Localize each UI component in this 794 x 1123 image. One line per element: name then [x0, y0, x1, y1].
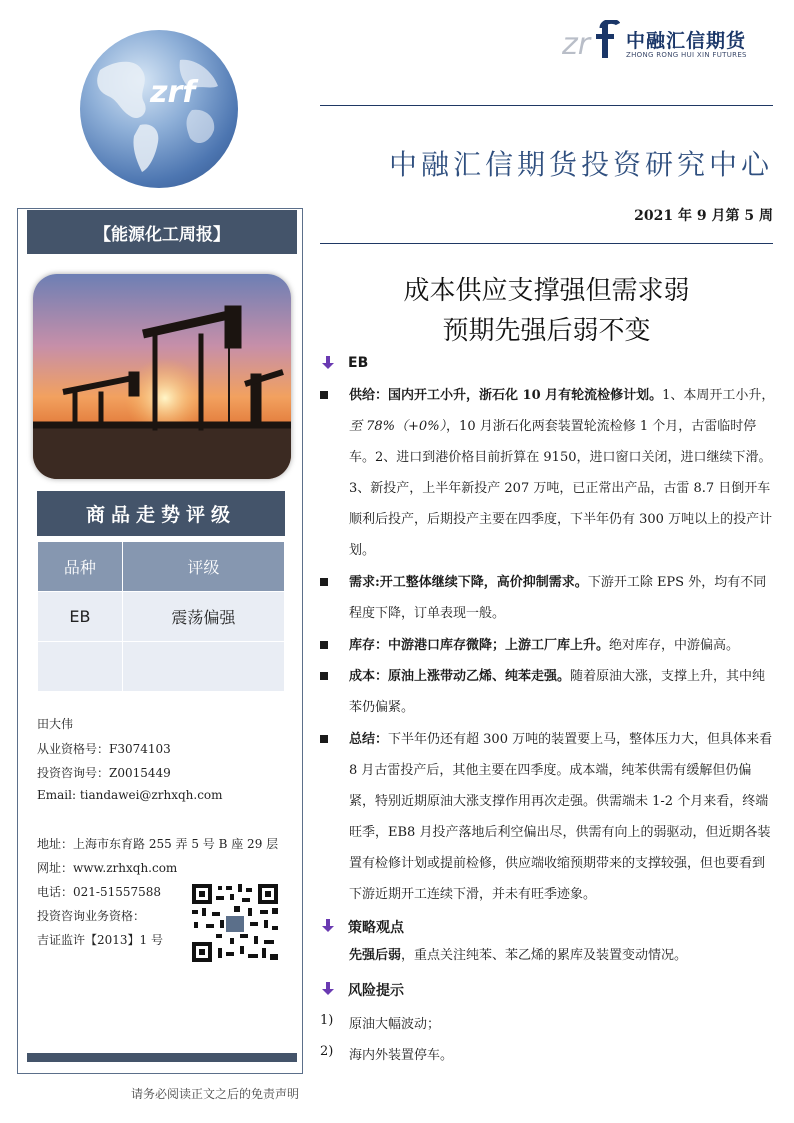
headline-line-1: 成本供应支撑强但需求弱 [403, 276, 690, 306]
list-item [320, 1013, 441, 1032]
date-divider [320, 243, 773, 244]
strategy-lead: 先强后弱 [349, 948, 402, 963]
company-website[interactable]: 网址：www.zrhxqh.com [37, 861, 178, 875]
bullet-icon [320, 672, 328, 680]
risk-text: 海内外装置停车。 [349, 1048, 454, 1063]
rating-table [37, 541, 285, 692]
disclaimer-note: 请务必阅读正文之后的免责声明 [130, 1087, 299, 1101]
inventory-paragraph [320, 630, 775, 661]
table-row [38, 592, 285, 642]
rating-table-title: 商品走势评级 [37, 491, 285, 536]
globe-logo-text: zrf [150, 75, 196, 110]
cost-paragraph [320, 661, 775, 723]
section-arrow-icon [320, 355, 336, 371]
supply-text-2: ，10 月浙石化两套装置轮流检修 1 个月，古雷临时停车。2、进口到港价格目前折算在 9150，进口窗口关闭，进口继续下滑。3、新投产，上半年新投产 207 万吨，已正常出产品，古雷 8.7 日倒开车顺利后投产，后期投产主要在四季度，下半年仍有 300 万吨以上的投产计划。 [349, 419, 773, 558]
bullet-icon [320, 391, 328, 399]
summary-text: 下半年仍还有超 300 万吨的装置要上马，整体压力大，但具体来看 8 月古雷投产后，其他主要在四季度。成本端，纯苯供需有缓解但仍偏紧，特别近期原油大涨支撑作用再次走强。供需端未 1-2 个月来看，终端旺季，EB8 月投产落地后利空偏出尽，供需有向上的弱驱动，但近期各装置有检修计划或提前检修，供应端收缩预期带来的支撑较强，但也要看到下游近期开工连续下滑，并未有旺季迹象。 [349, 732, 773, 902]
summary-lead: 总结： [349, 732, 389, 747]
summary-paragraph [320, 724, 775, 910]
supply-lead: 供给：国内开工小升，浙石化 10 月有轮流检修计划。 [349, 388, 663, 403]
analyst-email[interactable]: Email: tiandawei@zrhxqh.com [37, 788, 223, 802]
risk-number: 1) [320, 1013, 334, 1028]
svg-text:zr: zr [562, 27, 591, 60]
table-row [38, 642, 285, 692]
rating-cell-product: EB [38, 592, 123, 642]
brand-logo-icon [562, 20, 620, 60]
cost-lead: 成本：原油上涨带动乙烯、纯苯走强。 [349, 669, 571, 684]
section-title-eb: EB [348, 355, 369, 371]
strategy-text: ，重点关注纯苯、苯乙烯的累库及装置变动情况。 [401, 948, 688, 963]
supply-paragraph [320, 380, 775, 566]
oil-pump-sunset-photo [33, 274, 291, 479]
bullet-icon [320, 735, 328, 743]
demand-text: 下游开工除 EPS 外，均有不同程度下降，订单表现一般。 [349, 575, 767, 621]
company-license-value: 吉证监许【2013】1 号 [37, 933, 163, 947]
rating-header-rating: 评级 [122, 542, 284, 592]
bullet-icon [320, 578, 328, 586]
section-title-risk: 风险提示 [348, 983, 404, 999]
company-address: 地址：上海市东育路 255 弄 5 号 B 座 29 层 [37, 837, 279, 851]
supply-italic: 至 78%（+0%） [349, 419, 447, 434]
rating-header-product: 品种 [38, 542, 123, 592]
inventory-lead: 库存：中游港口库存微降；上游工厂库上升。 [349, 638, 610, 653]
demand-lead: 需求:开工整体继续下降，高价抑制需求。 [349, 575, 588, 590]
rating-cell-rating: 震荡偏强 [122, 592, 284, 642]
brand-name-en: ZHONG RONG HUI XIN FUTURES [626, 51, 747, 59]
report-type-banner: 【能源化工周报】 [27, 210, 297, 254]
company-license-label: 投资咨询业务资格： [37, 909, 146, 923]
list-item [320, 1044, 454, 1063]
strategy-paragraph [349, 940, 775, 971]
analyst-name: 田大伟 [37, 717, 74, 731]
supply-text-1: 1、本周开工小升， [662, 388, 775, 403]
risk-text: 原油大幅波动； [349, 1017, 441, 1032]
section-arrow-icon [320, 981, 336, 997]
header-divider [320, 105, 773, 106]
brand-name-cn: 中融汇信期货 [626, 30, 747, 52]
rating-cell-rating [122, 642, 284, 692]
report-date: 2021 年 9 月第 5 周 [634, 208, 773, 224]
rating-cell-product [38, 642, 123, 692]
qr-code-icon [190, 882, 280, 964]
risk-number: 2) [320, 1044, 334, 1059]
research-center-title: 中融汇信期货投资研究中心 [388, 148, 773, 181]
sidebar-bottom-bar [27, 1053, 297, 1062]
headline-line-2: 预期先强后弱不变 [442, 316, 651, 346]
company-phone: 电话：021-51557588 [37, 885, 162, 899]
analyst-consult-no: 投资咨询号：Z0015449 [37, 766, 171, 780]
bullet-icon [320, 641, 328, 649]
analyst-qualification: 从业资格号：F3074103 [37, 742, 171, 756]
inventory-text: 绝对库存，中游偏高。 [609, 638, 740, 653]
section-title-strategy: 策略观点 [348, 920, 404, 936]
cost-text: 随着原油大涨，支撑上升，其中纯苯仍偏紧。 [349, 669, 766, 715]
demand-paragraph [320, 567, 775, 629]
section-arrow-icon [320, 918, 336, 934]
